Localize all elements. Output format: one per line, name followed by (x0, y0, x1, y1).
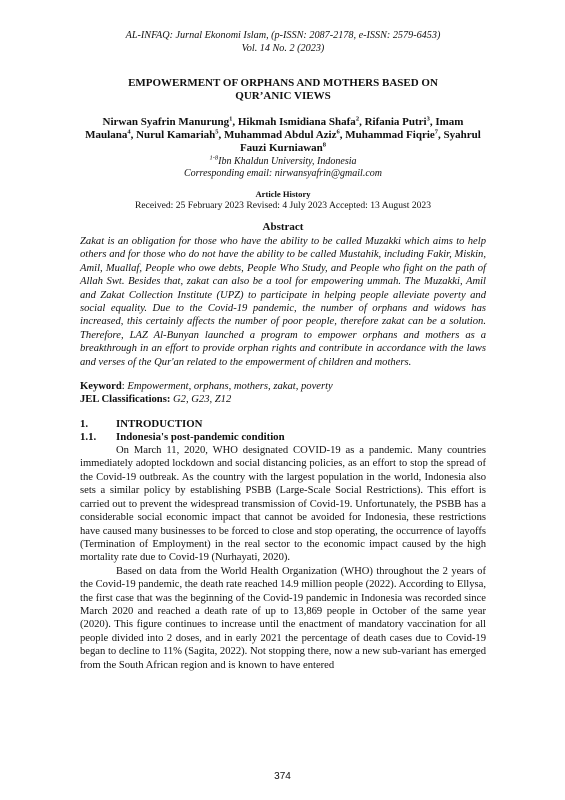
author-name: Muhammad Fiqrie (345, 129, 435, 141)
author-sep: , (359, 116, 365, 128)
keywords-line (80, 380, 486, 393)
abstract-heading: Abstract (262, 221, 304, 233)
section-title: INTRODUCTION (116, 418, 203, 431)
jel-value: G2, G23, Z12 (170, 394, 232, 406)
author-sup: 1 (229, 115, 233, 123)
author-name: Syahrul Fauzi Kurniawan (239, 129, 481, 154)
author-name: Rifania Putri (364, 116, 427, 128)
author-sep: , (218, 129, 225, 141)
author-sep: , (130, 129, 137, 141)
jel-line (80, 393, 486, 406)
author-list (80, 116, 486, 155)
keywords-block (80, 380, 486, 406)
author-sup: 3 (426, 115, 430, 123)
keywords-sep: : (121, 381, 128, 393)
author-name: Nirwan Syafrin Manurung (102, 116, 230, 128)
author-sup: 5 (215, 128, 219, 136)
corresponding-email: Corresponding email: nirwansyafrin@gmail.com (184, 168, 382, 179)
affiliation-text: Ibn Khaldun University, Indonesia (218, 156, 357, 167)
subsection-title: Indonesia's post-pandemic condition (116, 431, 285, 444)
author-sup: 4 (127, 128, 131, 136)
article-history-heading: Article History (255, 189, 311, 199)
author-sup: 7 (434, 128, 439, 136)
author-sep: , (429, 116, 436, 128)
affiliation (80, 156, 486, 168)
author-name: Hikmah Ismidiana Shafa (237, 116, 356, 128)
journal-header (80, 30, 486, 55)
author-name: Nurul Kamariah (136, 129, 216, 141)
subsection-heading (80, 431, 486, 444)
subsection-number: 1.1. (80, 431, 97, 444)
author-name: Imam Maulana (85, 116, 464, 141)
keywords-value: Empowerment, orphans, mothers, zakat, poverty (127, 381, 333, 393)
author-sep: , (232, 116, 238, 128)
journal-header-line2: Vol. 14 No. 2 (2023) (241, 42, 325, 54)
article-history-dates: Received: 25 February 2023 Revised: 4 July 2023 Accepted: 13 August 2023 (134, 200, 432, 211)
author-sup: 6 (336, 128, 340, 136)
body-paragraph: Based on data from the World Health Organization (WHO) throughout the 2 years of the Covid-19 pandemic, the death rate reached 14.9 million people (2022). According to Ellysa, the first case that was the beginning of the Covid-19 pandemic in Indonesia was recorded since March 2020 and reached a death rate of up to 13,869 people in October of the same year (2020). This figure continues to increase until the enactment of mandatory vaccination for all people divided into 2 doses, and in early 2021 the percentage of death cases due to Covid-19 began to decline to 11% (Sagita, 2022). Not stopping there, now a new sub-variant has emerged from the South African region and is known to have entered (80, 565, 486, 671)
section-heading (80, 418, 486, 431)
section-number: 1. (80, 418, 89, 431)
body-paragraph: On March 11, 2020, WHO designated COVID-19 as a pandemic. Many countries immediately adopted lockdown and social distancing policies, as an effort to stop the spread of the Covid-19 outbreak. As the country with the largest population in the world, Indonesia also sets a similar policy by establishing PSBB (Large-Scale Social Restrictions). This effort is carried out to prevent the widespread transmission of Covid-19. Unfortunately, the PSBB has a considerable social economic impact that cannot be avoided for Indonesia, these restrictions have caused many businesses to be forced to close and stop operating, the occurrence of layoffs (Termination of Employment) in the real sector to the economic impact caused by the high mortality rate due to Covid-19 (Nurhayati, 2020). (80, 445, 486, 564)
journal-header-line1: AL-INFAQ: Jurnal Ekonomi Islam, (p-ISSN: 2087-2178, e-ISSN: 2579-6453) (125, 30, 441, 41)
affiliation-sup: 1-8 (209, 154, 219, 162)
abstract-text: Zakat is an obligation for those who have the ability to be called Muzakki which aims to help others and for those who do not have the ability to be called Mustahik, including Fakir, Miskin, Amil, Muallaf, People who owe debts, People Who Study, and People who fight on the path of Allah Swt. Besides that, zakat can also be a tool for empowering ummah. The Muzakki, Amil and Zakat Collection Institute (UPZ) to participate in helping people alleviate poverty and social equality. Due to the Covid-19 pandemic, the number of orphans and widows has increased, this certainly affects the number of poor people, therefore zakat can be a solution. Therefore, LAZ Al-Bunyan launched a program to empower orphans and mothers as a breakthrough in an effort to provide orphan rights and contribute in accordance with the laws and verses of the Qur'an related to the empowerment of children and mothers. (80, 236, 486, 368)
jel-label: JEL Classifications: (80, 394, 171, 406)
paper-title: EMPOWERMENT OF ORPHANS AND MOTHERS BASED ON QUR’ANIC VIEWS (128, 77, 438, 102)
author-sep: , (438, 129, 444, 141)
author-sup: 8 (322, 141, 327, 149)
page-number: 374 (274, 771, 291, 782)
author-sep: , (339, 129, 346, 141)
author-sup: 2 (355, 115, 360, 123)
author-name: Muhammad Abdul Aziz (224, 129, 337, 141)
keywords-label: Keyword (80, 381, 122, 393)
